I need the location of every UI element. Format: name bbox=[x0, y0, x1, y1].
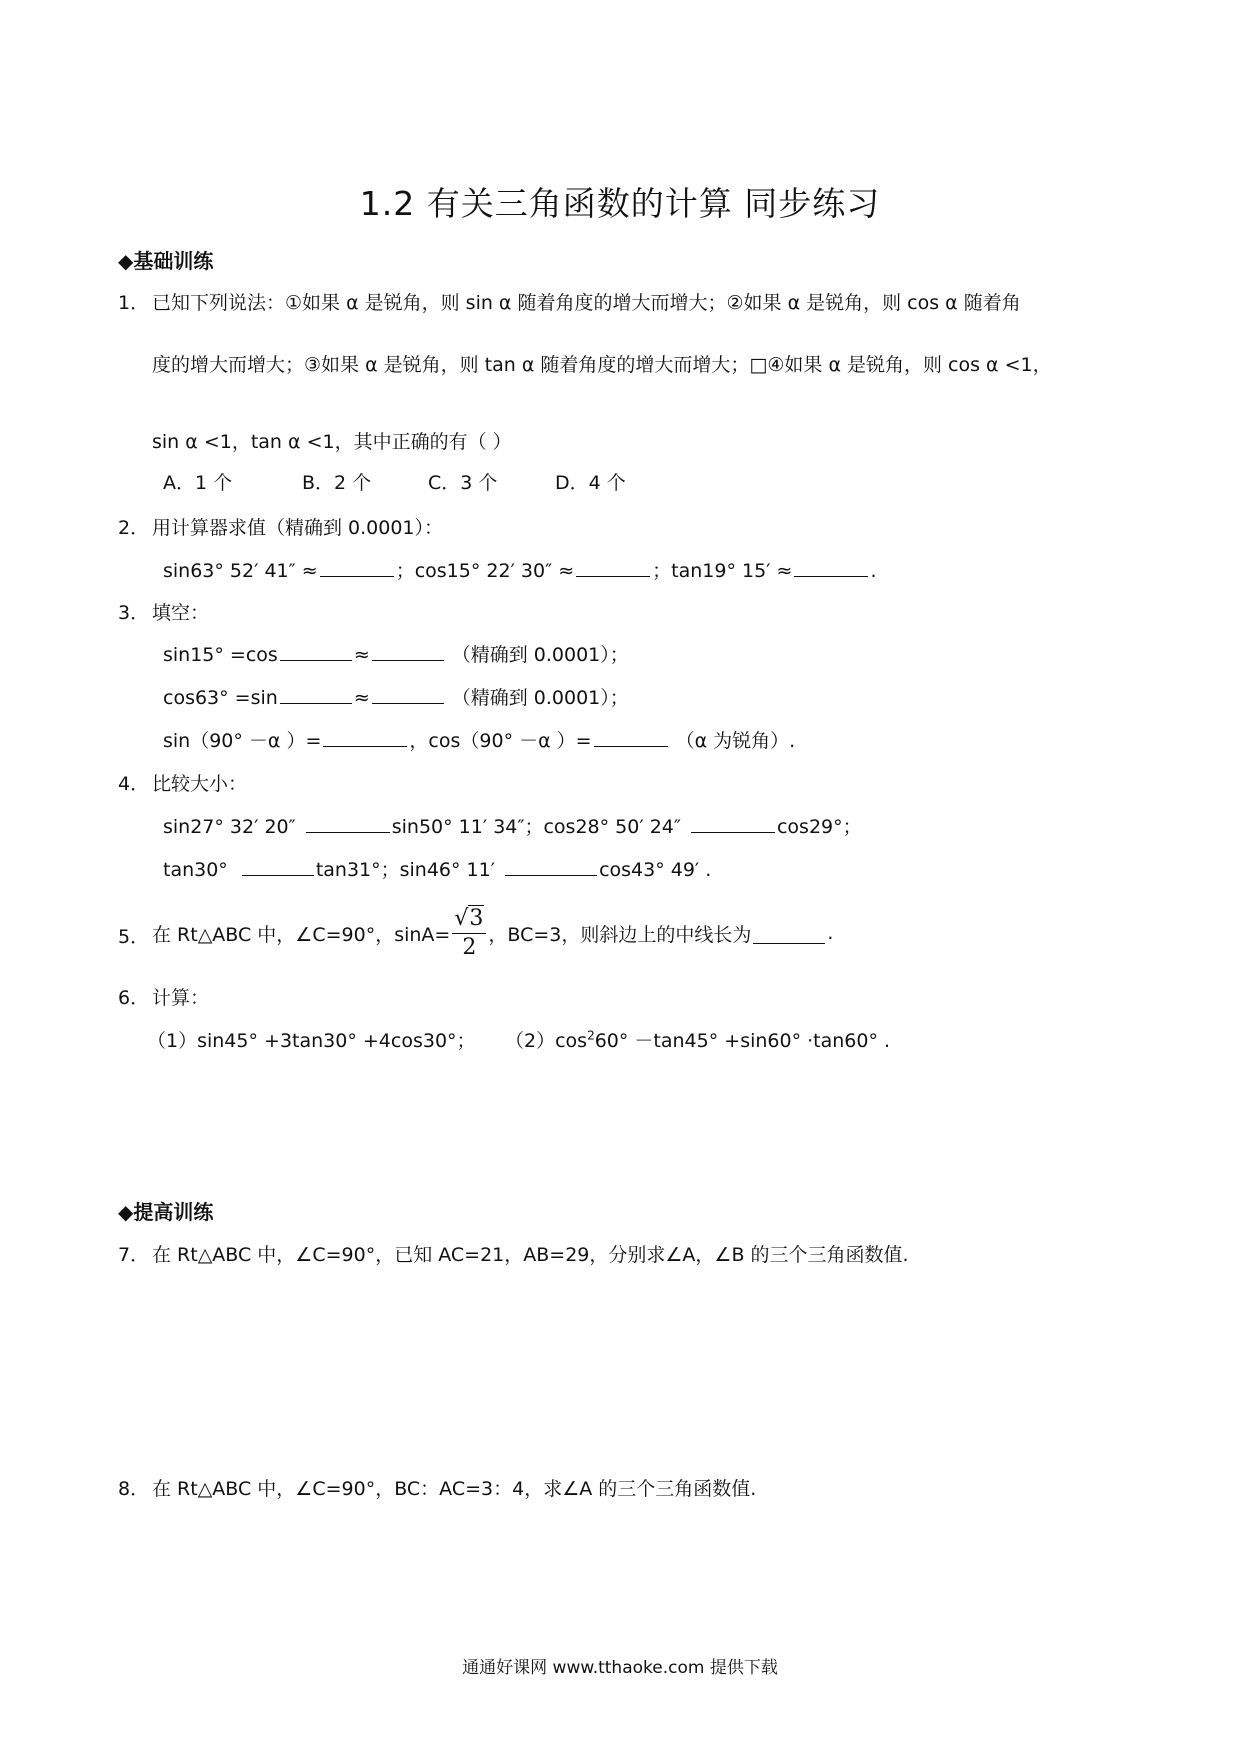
q4-r1-a: sin27° 32′ 20″ bbox=[163, 816, 296, 838]
q8-number: 8． bbox=[118, 1478, 150, 1500]
q4-r1-blank-2[interactable] bbox=[691, 812, 775, 833]
q2-part-a: sin63° 52′ 41″ ≈ bbox=[163, 560, 318, 582]
q2-blank-2[interactable] bbox=[576, 556, 650, 577]
q6-part-2 bbox=[505, 1026, 890, 1053]
q4-r1-b: sin50° 11′ 34″；cos28° 50′ 24″ bbox=[391, 816, 681, 838]
q3-r1-blank-2[interactable] bbox=[372, 640, 444, 661]
q1-option-d: D．4 个 bbox=[555, 472, 626, 494]
section-advanced-heading: ◆提高训练 bbox=[118, 1200, 214, 1224]
q3-r3-blank-2[interactable] bbox=[594, 726, 668, 747]
q5-post: ，BC=3，则斜边上的中线长为 bbox=[488, 923, 752, 946]
q1-line1: 已知下列说法：①如果 α 是锐角，则 sin α 随着角度的增大而增大；②如果 α 是锐角，则 cos α 随着角 bbox=[152, 292, 1021, 314]
q4-r1-c: cos29°； bbox=[776, 816, 862, 838]
q5-frac-denominator: 2 bbox=[462, 934, 477, 960]
page-footer: 通通好课网 www.tthaoke.com 提供下载 bbox=[462, 1658, 778, 1678]
q4-r2-a: tan30° bbox=[163, 859, 228, 881]
q2-end: . bbox=[870, 560, 877, 582]
q3-r3-c: （α 为锐角）. bbox=[675, 730, 796, 752]
q1-option-b: B．2 个 bbox=[302, 472, 372, 494]
q3-row-3 bbox=[163, 726, 795, 753]
q2-row bbox=[163, 556, 877, 583]
page-title: 1.2 有关三角函数的计算 同步练习 bbox=[359, 184, 881, 223]
q7-text: 在 Rt△ABC 中，∠C=90°，已知 AC=21，AB=29，分别求∠A，∠B 的三个三角函数值. bbox=[152, 1244, 909, 1266]
q3-r3-a: sin（90° －α ）= bbox=[163, 730, 322, 752]
q2-part-b: ；cos15° 22′ 30″ ≈ bbox=[395, 560, 575, 582]
q2-number: 2． bbox=[118, 517, 150, 539]
q4-r1-blank-1[interactable] bbox=[306, 812, 390, 833]
q3-r2-a: cos63° =sin bbox=[163, 687, 278, 709]
q3-r1-a: sin15° =cos bbox=[163, 644, 278, 666]
q1-option-c: C．3 个 bbox=[428, 472, 498, 494]
q2-blank-3[interactable] bbox=[794, 556, 868, 577]
q4-r2-blank-1[interactable] bbox=[242, 855, 314, 876]
q3-row-2 bbox=[163, 683, 629, 710]
q1-line2: 度的增大而增大；③如果 α 是锐角，则 tan α 随着角度的增大而增大；□④如果 α 是锐角，则 cos α <1， bbox=[152, 354, 1052, 376]
q3-r2-c: （精确到 0.0001）； bbox=[451, 687, 629, 709]
q3-r2-blank-1[interactable] bbox=[280, 683, 352, 704]
q6-part-1: （1）sin45° +3tan30° +4cos30°； bbox=[147, 1030, 476, 1052]
q5-row bbox=[152, 893, 833, 973]
q5-pre: 在 Rt△ABC 中，∠C=90°，sinA= bbox=[152, 923, 451, 946]
q4-r2-blank-2[interactable] bbox=[505, 855, 597, 876]
q5-number: 5． bbox=[118, 926, 150, 948]
q3-number: 3． bbox=[118, 602, 150, 624]
q6-stem: 计算： bbox=[152, 987, 210, 1009]
q4-row-2 bbox=[163, 855, 711, 882]
q6-p2-b: 60° －tan45° +sin60° ·tan60° . bbox=[594, 1030, 891, 1052]
q5-fraction bbox=[452, 905, 486, 960]
q1-number: 1． bbox=[118, 292, 150, 314]
q3-r3-blank-1[interactable] bbox=[323, 726, 407, 747]
q1-option-a: A．1 个 bbox=[163, 472, 233, 494]
q4-row-1 bbox=[163, 812, 862, 839]
q4-r2-c: cos43° 49′ . bbox=[599, 859, 712, 881]
q2-part-c: ；tan19° 15′ ≈ bbox=[652, 560, 793, 582]
q3-stem: 填空： bbox=[152, 602, 210, 624]
q2-blank-1[interactable] bbox=[320, 556, 394, 577]
q3-r3-b: ，cos（90° －α ）= bbox=[409, 730, 592, 752]
q5-end: . bbox=[827, 922, 834, 944]
section-basic-heading: ◆基础训练 bbox=[118, 249, 214, 273]
q4-stem: 比较大小： bbox=[152, 773, 248, 795]
q1-line3: sin α <1，tan α <1，其中正确的有（ ） bbox=[152, 431, 512, 453]
q3-r2-blank-2[interactable] bbox=[372, 683, 444, 704]
q4-number: 4． bbox=[118, 773, 150, 795]
q6-number: 6． bbox=[118, 987, 150, 1009]
q5-blank[interactable] bbox=[753, 923, 825, 944]
sqrt-icon: √ bbox=[454, 905, 469, 931]
q6-p2-exponent: 2 bbox=[587, 1028, 595, 1043]
q3-r1-b: ≈ bbox=[353, 644, 370, 666]
q5-frac-numerator: 3 bbox=[469, 905, 484, 931]
q3-r1-c: （精确到 0.0001）； bbox=[451, 644, 629, 666]
q4-r2-b: tan31°；sin46° 11′ bbox=[315, 859, 496, 881]
q7-number: 7． bbox=[118, 1244, 150, 1266]
q3-row-1 bbox=[163, 640, 629, 667]
q3-r2-b: ≈ bbox=[353, 687, 370, 709]
q8-text: 在 Rt△ABC 中，∠C=90°，BC：AC=3：4，求∠A 的三个三角函数值. bbox=[152, 1478, 757, 1500]
q6-p2-a: （2）cos bbox=[505, 1030, 588, 1052]
q2-stem: 用计算器求值（精确到 0.0001）： bbox=[152, 517, 444, 539]
q3-r1-blank-1[interactable] bbox=[280, 640, 352, 661]
